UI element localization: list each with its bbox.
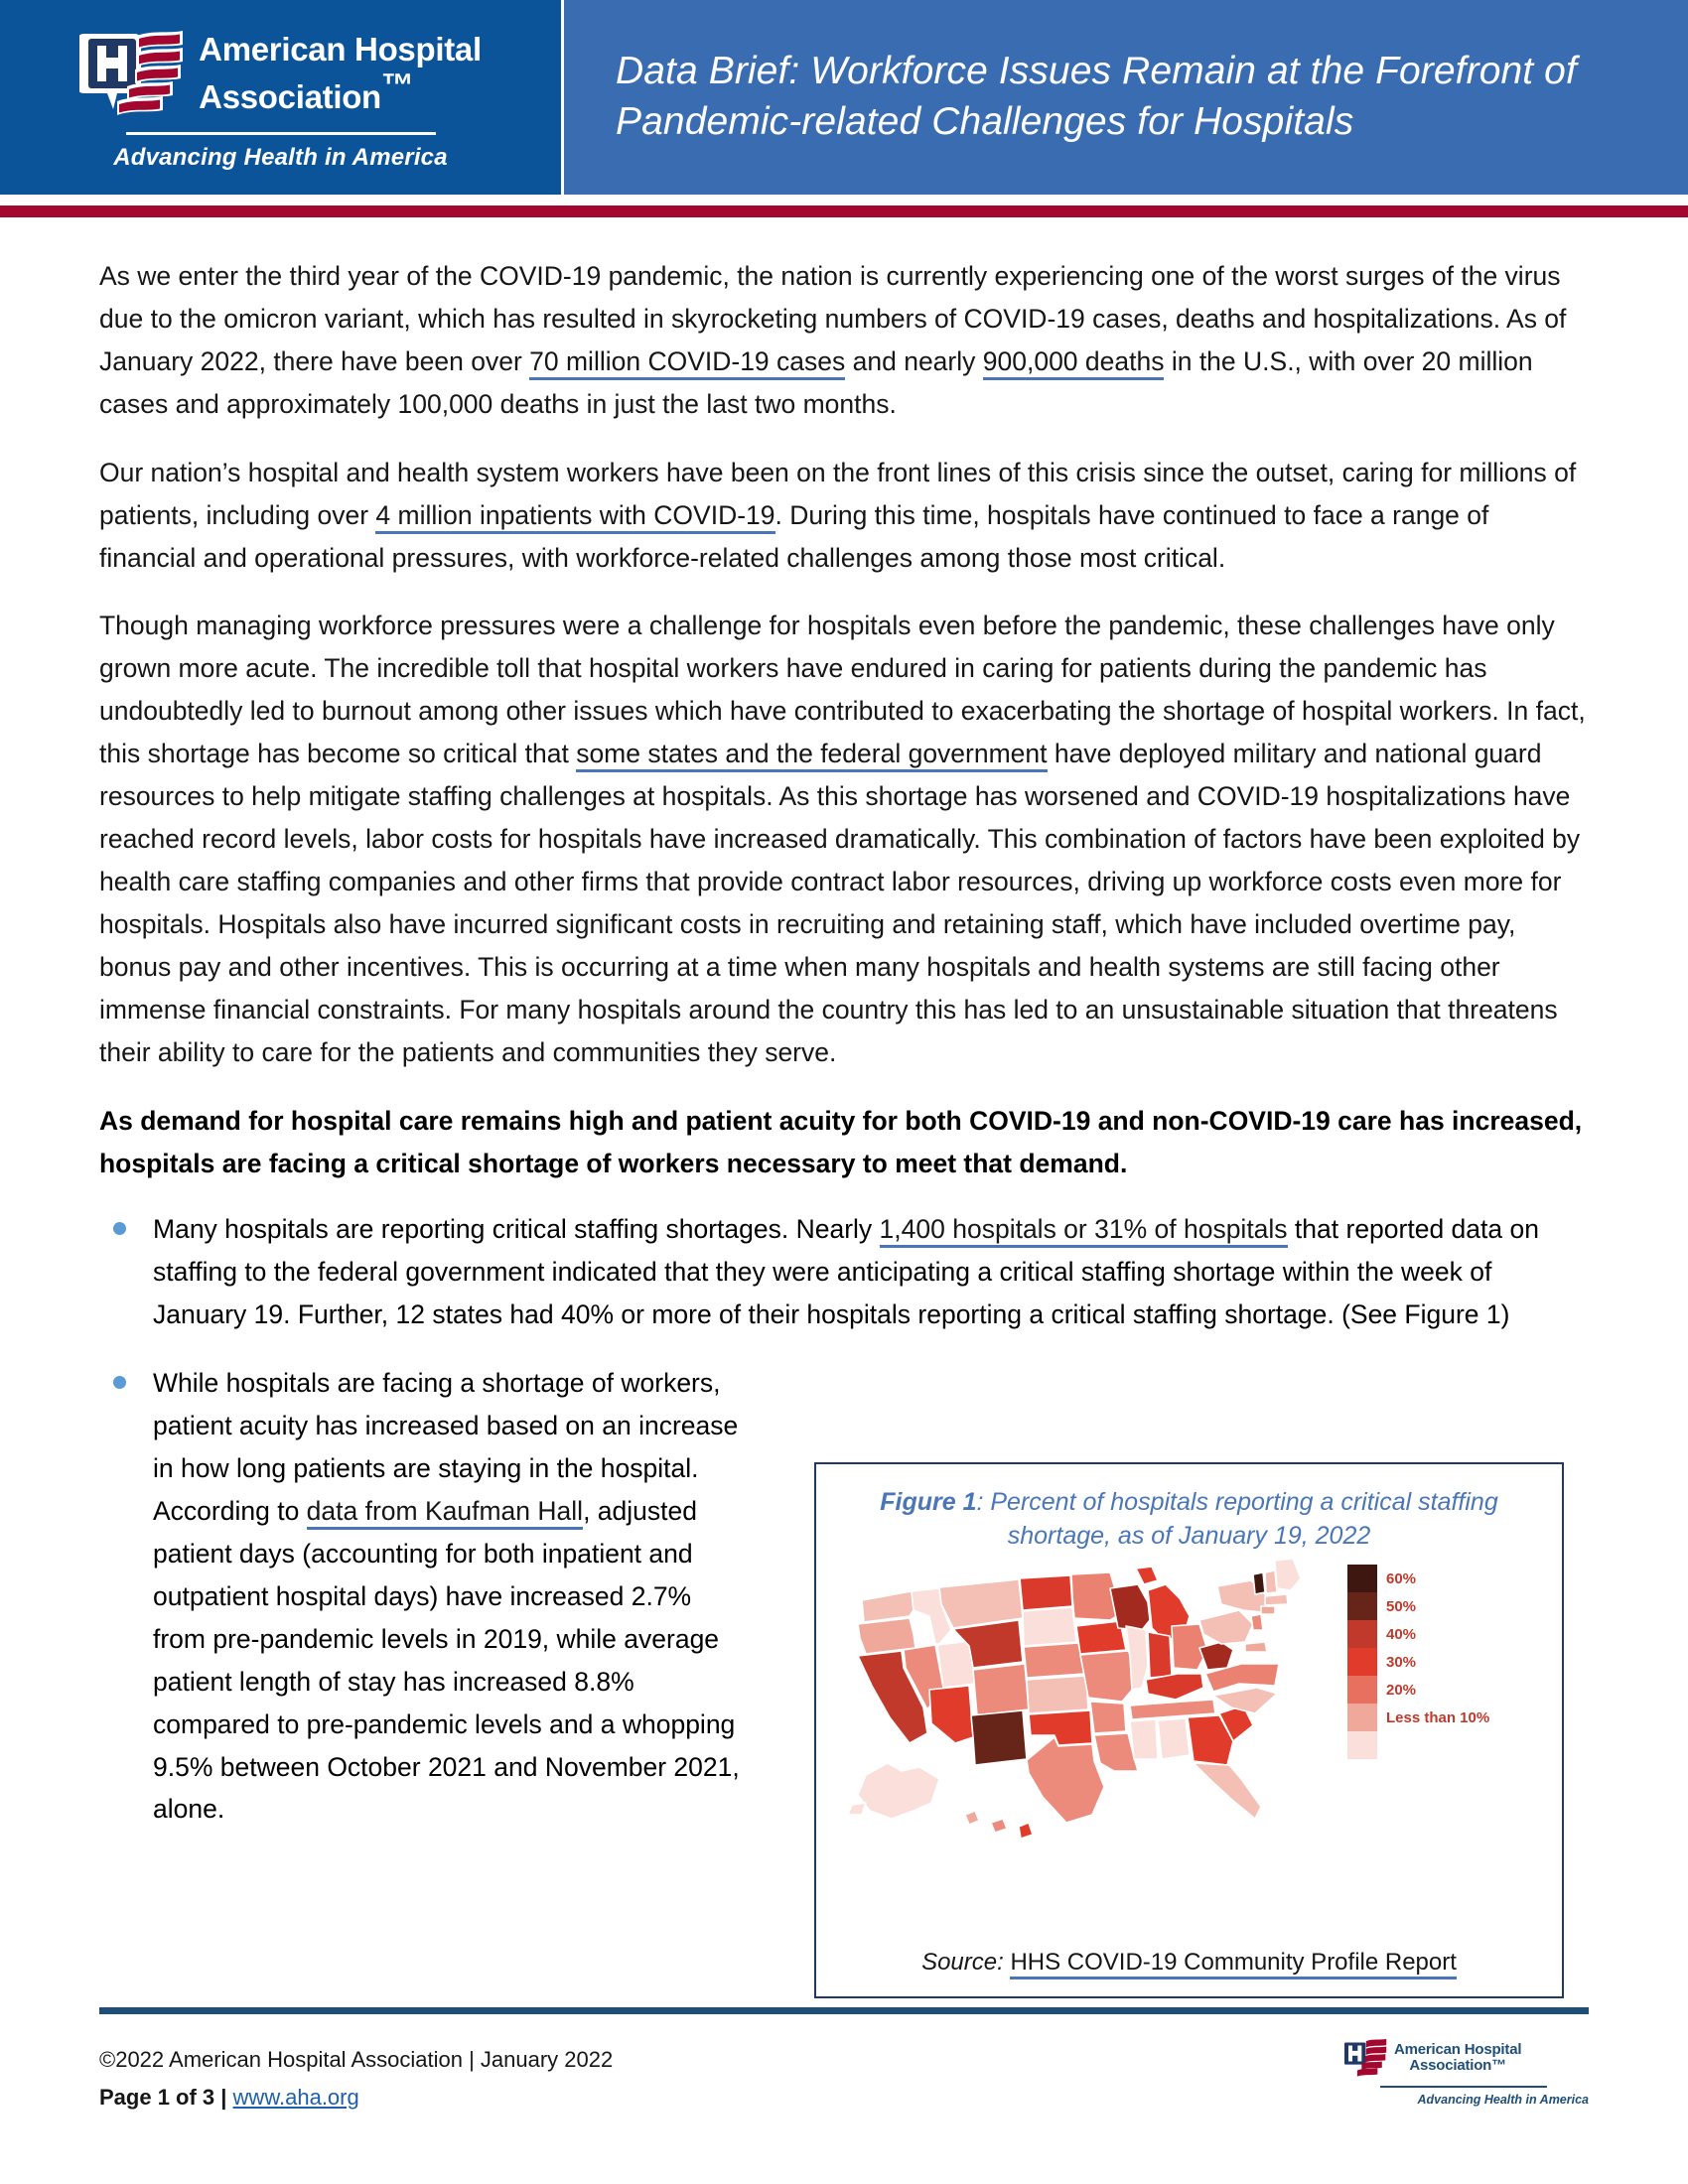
us-choropleth-map — [844, 1559, 1360, 1856]
legend-swatch — [1347, 1620, 1377, 1648]
footer-aha-logo — [1340, 2037, 1589, 2107]
paragraph-1-text-c: in the U.S., with over 20 million cases and approximately 100,000 deaths in just the last two months. — [99, 345, 1533, 419]
crimson-accent-band — [0, 205, 1688, 217]
paragraph-2-text-b: . During this time, hospitals have continued to face a range of financial and operational pressures, with workforce-related challenges among those most critical. — [99, 499, 1489, 573]
legend-label: Less than 10% — [1386, 1708, 1490, 1726]
link-hhs-community-profile-report[interactable]: HHS COVID-19 Community Profile Report — [1010, 1949, 1456, 1979]
figure-1-source-prefix: Source: — [921, 1949, 1011, 1976]
legend-swatch — [1347, 1731, 1377, 1759]
figure-1-body — [816, 1559, 1562, 1856]
list-item — [99, 1362, 740, 1831]
footer-logo-wordmark — [1394, 2042, 1521, 2074]
paragraph-2 — [99, 452, 1589, 580]
paragraph-1 — [99, 255, 1589, 426]
legend-item — [1347, 1592, 1526, 1620]
footer-logo-tagline: Advancing Health in America — [1417, 2093, 1589, 2107]
legend-swatch — [1347, 1565, 1377, 1592]
footer-logo-line1: American Hospital — [1394, 2041, 1522, 2059]
trademark-symbol: ™ — [1491, 2057, 1506, 2074]
figure-1-caption — [816, 1464, 1562, 1553]
bullet-2-text-a: While hospitals are facing a shortage of workers, patient acuity has increased based on an increase in how long patients are staying in the hospital. According to — [153, 1368, 739, 1526]
link-70-million-cases[interactable]: 70 million COVID-19 cases — [529, 346, 845, 380]
footer-separator: | — [214, 2085, 233, 2110]
paragraph-1-text-b: and nearly — [845, 345, 983, 376]
link-aha-website[interactable]: www.aha.org — [232, 2085, 359, 2110]
legend-swatch — [1347, 1592, 1377, 1620]
map-legend — [1347, 1565, 1526, 1759]
legend-item — [1347, 1731, 1526, 1759]
paragraph-2-text-a: Our nation’s hospital and health system workers have been on the front lines of this crisis since the outset, caring for millions of patients, including over — [99, 457, 1577, 530]
bullet-2-text-b: , adjusted patient days (accounting for both inpatient and outpatient hospital days) have increased 2.7% from pre-pandemic levels in 2019, while average patient length of stay has increased 8.8% compared to pre-pandemic levels and a whopping 9.5% between October 2021 and November 2021, alone. — [153, 1495, 740, 1825]
figure-1-caption-text: : Percent of hospitals reporting a critical staffing shortage, as of January 19, 2022 — [976, 1488, 1498, 1550]
link-4-million-inpatients[interactable]: 4 million inpatients with COVID-19 — [375, 500, 774, 534]
page-header — [0, 0, 1688, 195]
lead-bold-statement: As demand for hospital care remains high and patient acuity for both COVID-19 and non-COVID-19 care has increased, hospitals are facing a critical shortage of workers necessary to meet that demand. — [99, 1105, 1583, 1178]
link-kaufman-hall[interactable]: data from Kaufman Hall — [307, 1496, 583, 1530]
footer-page-line — [99, 2085, 613, 2111]
legend-swatch — [1347, 1704, 1377, 1731]
aha-logo-wordmark — [199, 32, 482, 114]
legend-item — [1347, 1704, 1526, 1731]
legend-item — [1347, 1676, 1526, 1704]
list-item — [99, 1208, 1589, 1336]
header-title-panel — [564, 0, 1688, 195]
bullet-1-text-a: Many hospitals are reporting critical staffing shortages. Nearly — [153, 1214, 880, 1245]
figure-1-label: Figure 1 — [880, 1488, 977, 1516]
footer-copyright: ©2022 American Hospital Association | January 2022 — [99, 2047, 614, 2072]
page-footer — [99, 2037, 1589, 2156]
footer-text-block — [99, 2047, 613, 2111]
trademark-symbol: ™ — [380, 66, 414, 103]
legend-item — [1347, 1620, 1526, 1648]
aha-logo-line2: Association™ — [199, 66, 414, 115]
footer-logo-divider — [1380, 2086, 1547, 2088]
aha-logo-line1: American Hospital — [199, 30, 482, 68]
aha-logo-mark-icon — [79, 28, 187, 119]
logo-divider-rule — [126, 132, 436, 135]
legend-label: 50% — [1386, 1597, 1417, 1615]
footer-logo-line2: Association™ — [1409, 2057, 1506, 2074]
footer-logo-row — [1340, 2037, 1589, 2079]
link-1400-hospitals[interactable]: 1,400 hospitals or 31% of hospitals — [880, 1214, 1288, 1248]
legend-label: 60% — [1386, 1570, 1417, 1587]
legend-item — [1347, 1565, 1526, 1592]
legend-label — [1377, 1731, 1386, 1759]
legend-label: 30% — [1386, 1653, 1417, 1671]
link-900000-deaths[interactable]: 900,000 deaths — [983, 346, 1165, 380]
figure-1-box — [814, 1462, 1564, 1998]
page-title: Data Brief: Workforce Issues Remain at the Forefront of Pandemic-related Challenges for Hospitals — [616, 50, 1577, 143]
paragraph-3 — [99, 605, 1589, 1073]
footer-divider-rule — [99, 2007, 1589, 2014]
logo-tagline: Advancing Health in America — [113, 143, 448, 171]
legend-swatch — [1347, 1676, 1377, 1704]
paragraph-3-text-b: have deployed military and national guard resources to help mitigate staffing challenges at hospitals. As this shortage has worsened and COVID-19 hospitalizations have reached record levels, labor costs for hospitals have increased dramatically. This combination of factors have been exploited by health care staffing companies and other firms that provide contract labor resources, driving up workforce costs even more for hospitals. Hospitals also have incurred significant costs in recruiting and retaining staff, which have included overtime pay, bonus pay and other incentives. This is occurring at a time when many hospitals and health systems are still facing other immense financial constraints. For many hospitals around the country this has led to an unsustainable situation that threatens their ability to care for the patients and communities they serve. — [99, 739, 1581, 1067]
legend-label: 20% — [1386, 1681, 1417, 1699]
footer-page-number: Page 1 of 3 — [99, 2085, 215, 2110]
bullet-1-text-b: that reported data on staffing to the federal government indicated that they were anticipating a critical staffing shortage within the week of January 19. Further, 12 states had 40% or more of their hospitals reporting a critical staffing shortage. (See Figure 1) — [153, 1214, 1539, 1330]
header-logo-panel — [0, 0, 561, 195]
paragraph-3-text-a: Though managing workforce pressures were a challenge for hospitals even before the pandemic, these challenges have only grown more acute. The incredible toll that hospital workers have endured in caring for patients during the pandemic has undoubtedly led to burnout among other issues which have contributed to exacerbating the shortage of hospital workers. In fact, this shortage has become so critical that — [99, 611, 1586, 769]
legend-label: 40% — [1386, 1625, 1417, 1643]
legend-swatch — [1347, 1648, 1377, 1676]
legend-item — [1347, 1648, 1526, 1676]
aha-logo — [79, 28, 482, 119]
figure-1-source — [816, 1949, 1562, 1977]
aha-logo-mark-icon — [1340, 2037, 1388, 2079]
paragraph-1-text-a: As we enter the third year of the COVID-19 pandemic, the nation is currently experiencing one of the worst surges of the virus due to the omicron variant, which has resulted in skyrocketing numbers of COVID-19 cases, deaths and hospitalizations. As of January 2022, there have been over — [99, 261, 1567, 376]
link-some-states-federal-government[interactable]: some states and the federal government — [576, 739, 1047, 772]
